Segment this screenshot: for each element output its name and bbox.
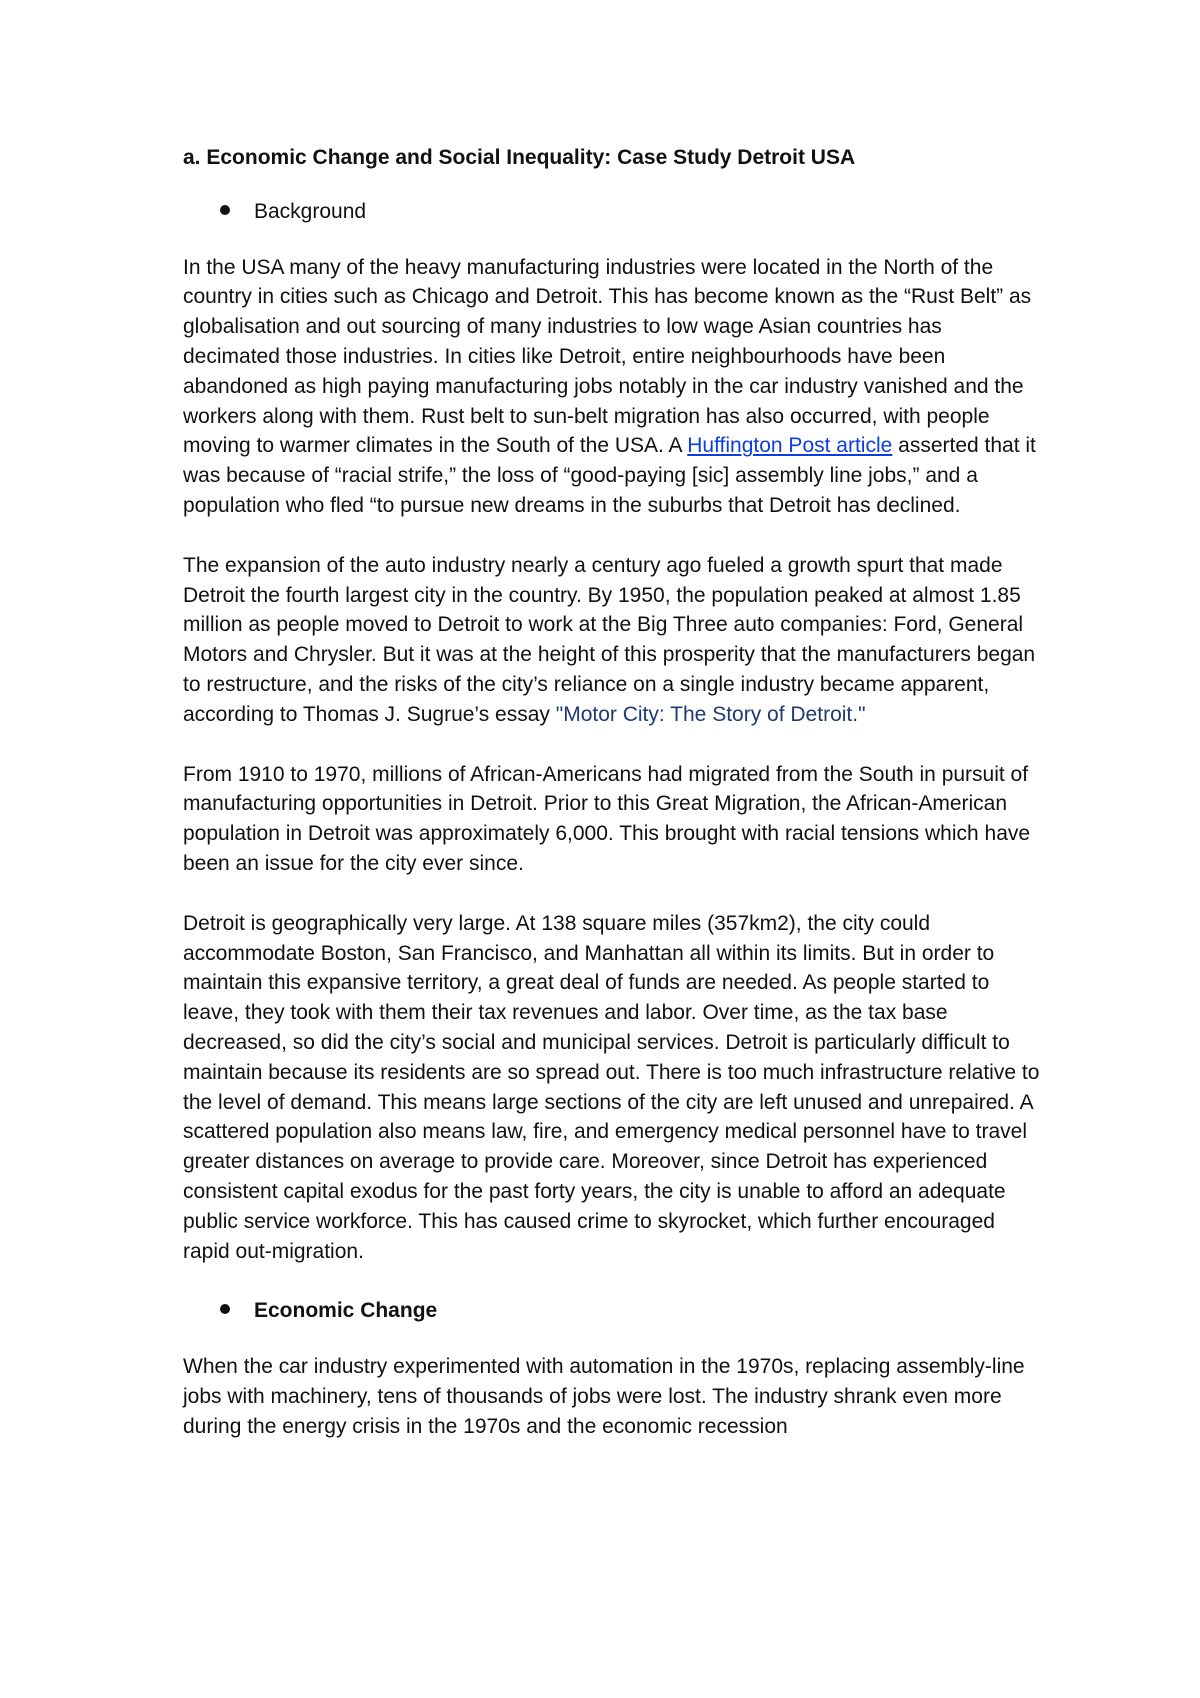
section-heading: a. Economic Change and Social Inequality: Case Study Detroit USA [183,146,856,169]
bullet-dot-icon [220,1304,230,1314]
document-body [183,143,1043,1471]
paragraph-geography: Detroit is geographically very large. At 138 square miles (357km2), the city could accommodate Boston, San Francisco, and Manhattan all within its limits. But in order to maintain this expansive territory, a great deal of funds are needed. As people started to leave, they took with them their tax revenues and labor. Over time, as the tax base decreased, so did the city’s social and municipal services. Detroit is particularly difficult to maintain because its residents are so spread out. There is too much infrastructure relative to the level of demand. This means large sections of the city are left unused and unrepaired. A scattered population also means law, fire, and emergency medical personnel have to travel greater distances on average to provide care. Moreover, since Detroit has experienced consistent capital exodus for the past forty years, the city is unable to afford an adequate public service workforce. This has caused crime to skyrocket, which further encouraged rapid out-migration. [183,911,1040,1263]
paragraph-auto-industry [183,551,1043,730]
paragraph-rust-belt [183,253,1043,521]
paragraph-auto-industry-text: The expansion of the auto industry nearly a century ago fueled a growth spurt that made Detroit the fourth largest city in the country. By 1950, the population peaked at almost 1.85 million as people moved to Detroit to work at the Big Three auto companies: Ford, General Motors and Chrysler. But it was at the height of this prosperity that the manufacturers began to restructure, and the risks of the city’s reliance on a single industry became apparent, according to Thomas J. Sugrue’s essay [183,553,1036,726]
bullet-background [183,197,1043,227]
paragraph-rust-belt-text-2: asserted that it was because of “racial strife,” the loss of “good-paying [sic] assembly line jobs,” and a population who fled “to pursue new dreams in the suburbs that Detroit has declined. [183,434,1036,517]
huffington-post-link[interactable]: Huffington Post article [687,434,893,458]
paragraph-great-migration: From 1910 to 1970, millions of African-Americans had migrated from the South in pursuit of manufacturing opportunities in Detroit. Prior to this Great Migration, the African-American population in Detroit was approximately 6,000. This brought with racial tensions which have been an issue for the city ever since. [183,762,1031,875]
bullet-dot-icon [220,205,230,215]
motor-city-essay-link[interactable]: "Motor City: The Story of Detroit." [555,702,866,726]
paragraph-automation: When the car industry experimented with automation in the 1970s, replacing assembly-line jobs with machinery, tens of thousands of jobs were lost. The industry shrank even more during the energy crisis in the 1970s and the economic recession [183,1355,1025,1438]
bullet-background-label: Background [254,199,367,223]
bullet-economic-change-label: Economic Change [254,1299,438,1323]
bullet-economic-change [183,1296,1043,1326]
paragraph-rust-belt-text-1: In the USA many of the heavy manufacturing industries were located in the North of the country in cities such as Chicago and Detroit. This has become known as the “Rust Belt” as globalisation and out sourcing of many industries to low wage Asian countries has decimated those industries. In cities like Detroit, entire neighbourhoods have been abandoned as high paying manufacturing jobs notably in the car industry vanished and the workers along with them. Rust belt to sun-belt migration has also occurred, with people moving to warmer climates in the South of the USA. A [183,255,1032,458]
